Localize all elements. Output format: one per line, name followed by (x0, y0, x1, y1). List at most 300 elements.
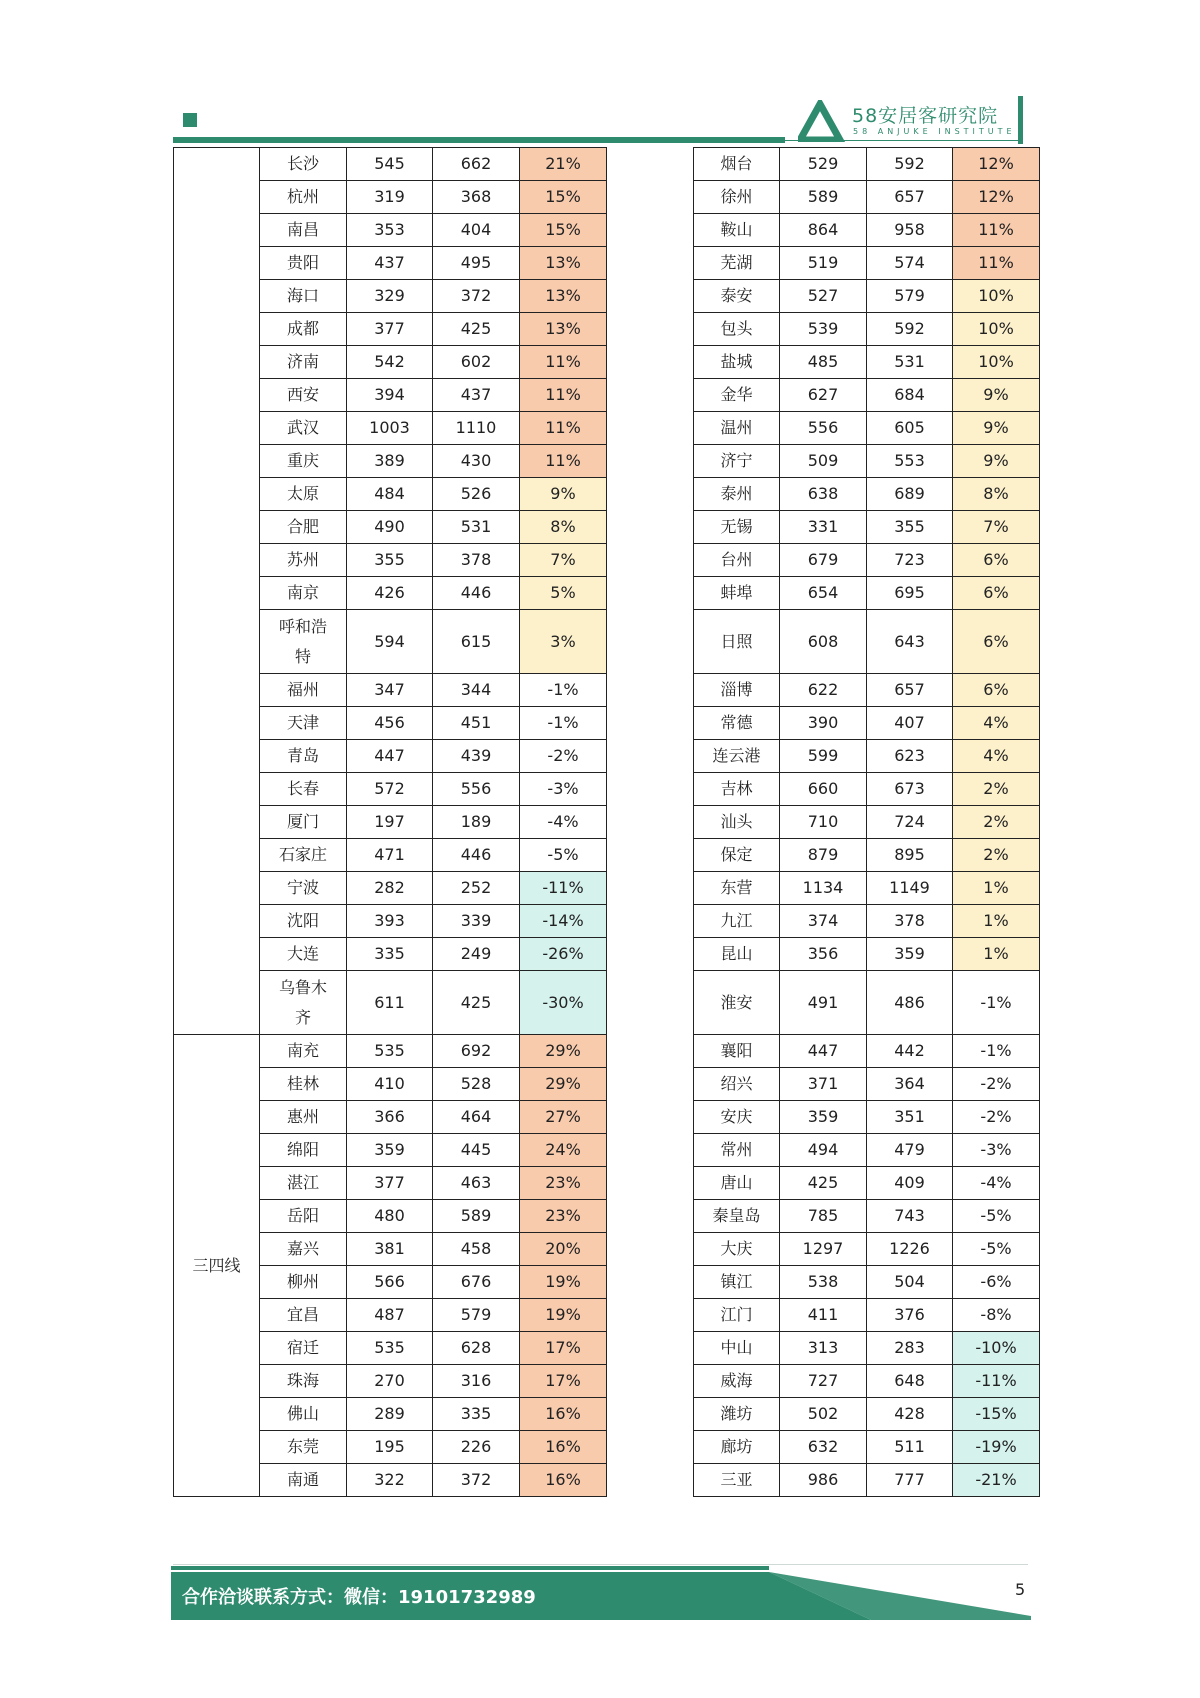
change-percent: 20% (520, 1233, 607, 1266)
value-cell: 485 (780, 346, 867, 379)
value-cell: 410 (347, 1068, 433, 1101)
value-cell: 602 (433, 346, 520, 379)
change-percent: 10% (953, 346, 1040, 379)
change-percent: 15% (520, 181, 607, 214)
city-name: 厦门 (260, 806, 347, 839)
city-name: 宜昌 (260, 1299, 347, 1332)
city-name: 贵阳 (260, 247, 347, 280)
value-cell: 364 (867, 1068, 953, 1101)
change-percent: 4% (953, 707, 1040, 740)
value-cell: 252 (433, 872, 520, 905)
city-name: 九江 (694, 905, 780, 938)
value-cell: 425 (780, 1167, 867, 1200)
change-percent: -8% (953, 1299, 1040, 1332)
value-cell: 528 (433, 1068, 520, 1101)
value-cell: 724 (867, 806, 953, 839)
value-cell: 743 (867, 1200, 953, 1233)
value-cell: 589 (780, 181, 867, 214)
city-name: 杭州 (260, 181, 347, 214)
value-cell: 339 (433, 905, 520, 938)
value-cell: 556 (433, 773, 520, 806)
city-name: 汕头 (694, 806, 780, 839)
city-name: 东营 (694, 872, 780, 905)
value-cell: 442 (867, 1035, 953, 1068)
city-name: 济宁 (694, 445, 780, 478)
value-cell: 684 (867, 379, 953, 412)
value-cell: 189 (433, 806, 520, 839)
value-cell: 592 (867, 148, 953, 181)
value-cell: 377 (347, 313, 433, 346)
city-name: 绍兴 (694, 1068, 780, 1101)
change-percent: -1% (953, 1035, 1040, 1068)
logo-title: 58安居客研究院 (852, 105, 999, 127)
value-cell: 484 (347, 478, 433, 511)
value-cell: 592 (867, 313, 953, 346)
city-name: 济南 (260, 346, 347, 379)
value-cell: 535 (347, 1332, 433, 1365)
city-name-line: 乌鲁木 (278, 977, 327, 997)
value-cell: 371 (780, 1068, 867, 1101)
city-name: 鞍山 (694, 214, 780, 247)
city-name: 烟台 (694, 148, 780, 181)
change-percent: 24% (520, 1134, 607, 1167)
city-name-line: 齐 (294, 1007, 311, 1027)
change-percent: 6% (953, 577, 1040, 610)
change-percent: 13% (520, 313, 607, 346)
change-percent: 17% (520, 1332, 607, 1365)
value-cell: 531 (867, 346, 953, 379)
change-percent: -5% (953, 1233, 1040, 1266)
city-name: 海口 (260, 280, 347, 313)
change-percent: 12% (953, 148, 1040, 181)
change-percent: 7% (953, 511, 1040, 544)
value-cell: 447 (347, 740, 433, 773)
value-cell: 351 (867, 1101, 953, 1134)
change-percent: 29% (520, 1068, 607, 1101)
city-name: 长春 (260, 773, 347, 806)
change-percent: 1% (953, 905, 1040, 938)
change-percent: -19% (953, 1431, 1040, 1464)
value-cell: 451 (433, 707, 520, 740)
city-name (260, 971, 347, 1035)
change-percent: 19% (520, 1266, 607, 1299)
value-cell: 589 (433, 1200, 520, 1233)
city-name: 唐山 (694, 1167, 780, 1200)
value-cell: 316 (433, 1365, 520, 1398)
city-name: 蚌埠 (694, 577, 780, 610)
value-cell: 864 (780, 214, 867, 247)
change-percent: 13% (520, 247, 607, 280)
city-name: 江门 (694, 1299, 780, 1332)
city-name: 嘉兴 (260, 1233, 347, 1266)
value-cell: 608 (780, 610, 867, 674)
value-cell: 579 (433, 1299, 520, 1332)
city-name: 中山 (694, 1332, 780, 1365)
change-percent: 11% (520, 445, 607, 478)
change-percent: -6% (953, 1266, 1040, 1299)
value-cell: 374 (780, 905, 867, 938)
change-percent: -11% (520, 872, 607, 905)
value-cell: 430 (433, 445, 520, 478)
value-cell: 504 (867, 1266, 953, 1299)
city-name: 柳州 (260, 1266, 347, 1299)
change-percent: 9% (953, 379, 1040, 412)
value-cell: 390 (780, 707, 867, 740)
value-cell: 632 (780, 1431, 867, 1464)
change-percent: -1% (520, 674, 607, 707)
change-percent: -2% (953, 1068, 1040, 1101)
value-cell: 622 (780, 674, 867, 707)
value-cell: 579 (867, 280, 953, 313)
change-percent: -5% (953, 1200, 1040, 1233)
change-percent: 2% (953, 773, 1040, 806)
value-cell: 463 (433, 1167, 520, 1200)
change-percent: 9% (953, 445, 1040, 478)
value-cell: 710 (780, 806, 867, 839)
value-cell: 368 (433, 181, 520, 214)
value-cell: 574 (867, 247, 953, 280)
value-cell: 654 (780, 577, 867, 610)
value-cell: 673 (867, 773, 953, 806)
value-cell: 439 (433, 740, 520, 773)
city-name: 桂林 (260, 1068, 347, 1101)
value-cell: 359 (780, 1101, 867, 1134)
value-cell: 627 (780, 379, 867, 412)
value-cell: 226 (433, 1431, 520, 1464)
change-percent: -3% (520, 773, 607, 806)
change-percent: 8% (520, 511, 607, 544)
city-name: 大庆 (694, 1233, 780, 1266)
value-cell: 270 (347, 1365, 433, 1398)
change-percent: 17% (520, 1365, 607, 1398)
value-cell: 519 (780, 247, 867, 280)
value-cell: 377 (347, 1167, 433, 1200)
value-cell: 657 (867, 181, 953, 214)
value-cell: 1297 (780, 1233, 867, 1266)
city-name: 南充 (260, 1035, 347, 1068)
value-cell: 695 (867, 577, 953, 610)
city-name: 石家庄 (260, 839, 347, 872)
change-percent: 27% (520, 1101, 607, 1134)
value-cell: 572 (347, 773, 433, 806)
value-cell: 446 (433, 577, 520, 610)
value-cell: 447 (780, 1035, 867, 1068)
value-cell: 289 (347, 1398, 433, 1431)
header-rule (173, 137, 785, 143)
change-percent: 11% (520, 412, 607, 445)
city-name: 日照 (694, 610, 780, 674)
value-cell: 347 (347, 674, 433, 707)
tier-cell (174, 148, 260, 1035)
city-name: 威海 (694, 1365, 780, 1398)
value-cell: 1149 (867, 872, 953, 905)
change-percent: -1% (520, 707, 607, 740)
value-cell: 511 (867, 1431, 953, 1464)
value-cell: 660 (780, 773, 867, 806)
change-percent: 16% (520, 1398, 607, 1431)
change-percent: -4% (520, 806, 607, 839)
value-cell: 464 (433, 1101, 520, 1134)
value-cell: 335 (347, 938, 433, 971)
value-cell: 531 (433, 511, 520, 544)
value-cell: 509 (780, 445, 867, 478)
city-name: 福州 (260, 674, 347, 707)
city-name: 合肥 (260, 511, 347, 544)
value-cell: 676 (433, 1266, 520, 1299)
value-cell: 566 (347, 1266, 433, 1299)
value-cell: 545 (347, 148, 433, 181)
value-cell: 553 (867, 445, 953, 478)
value-cell: 471 (347, 839, 433, 872)
value-cell: 529 (780, 148, 867, 181)
header-square-mark (183, 113, 197, 127)
value-cell: 495 (433, 247, 520, 280)
change-percent: -14% (520, 905, 607, 938)
value-cell: 879 (780, 839, 867, 872)
value-cell: 378 (433, 544, 520, 577)
value-cell: 689 (867, 478, 953, 511)
value-cell: 628 (433, 1332, 520, 1365)
change-percent: -11% (953, 1365, 1040, 1398)
change-percent: 16% (520, 1464, 607, 1497)
value-cell: 623 (867, 740, 953, 773)
value-cell: 381 (347, 1233, 433, 1266)
city-name-line: 特 (294, 646, 311, 666)
change-percent: 29% (520, 1035, 607, 1068)
change-percent: -21% (953, 1464, 1040, 1497)
value-cell: 491 (780, 971, 867, 1035)
value-cell: 195 (347, 1431, 433, 1464)
city-name: 芜湖 (694, 247, 780, 280)
value-cell: 359 (867, 938, 953, 971)
value-cell: 494 (780, 1134, 867, 1167)
change-percent: 1% (953, 872, 1040, 905)
value-cell: 486 (867, 971, 953, 1035)
city-name: 襄阳 (694, 1035, 780, 1068)
change-percent: 5% (520, 577, 607, 610)
city-price-table (173, 147, 1040, 1497)
city-name: 金华 (694, 379, 780, 412)
city-name: 岳阳 (260, 1200, 347, 1233)
value-cell: 445 (433, 1134, 520, 1167)
city-name: 成都 (260, 313, 347, 346)
city-name: 秦皇岛 (694, 1200, 780, 1233)
value-cell: 535 (347, 1035, 433, 1068)
value-cell: 657 (867, 674, 953, 707)
change-percent: 2% (953, 839, 1040, 872)
change-percent: 21% (520, 148, 607, 181)
city-name: 东莞 (260, 1431, 347, 1464)
city-name: 大连 (260, 938, 347, 971)
city-name: 长沙 (260, 148, 347, 181)
logo-subtitle: 58 ANJUKE INSTITUTE (853, 127, 1016, 136)
change-percent: 9% (520, 478, 607, 511)
city-name: 宿迁 (260, 1332, 347, 1365)
value-cell: 1110 (433, 412, 520, 445)
value-cell: 594 (347, 610, 433, 674)
change-percent: 23% (520, 1167, 607, 1200)
value-cell: 335 (433, 1398, 520, 1431)
page-number: 5 (1015, 1580, 1026, 1599)
value-cell: 283 (867, 1332, 953, 1365)
value-cell: 1003 (347, 412, 433, 445)
city-name: 保定 (694, 839, 780, 872)
city-name: 重庆 (260, 445, 347, 478)
change-percent: -26% (520, 938, 607, 971)
value-cell: 355 (867, 511, 953, 544)
change-percent: 12% (953, 181, 1040, 214)
change-percent: 8% (953, 478, 1040, 511)
city-name: 淄博 (694, 674, 780, 707)
change-percent: 13% (520, 280, 607, 313)
change-percent: 7% (520, 544, 607, 577)
value-cell: 480 (347, 1200, 433, 1233)
value-cell: 319 (347, 181, 433, 214)
city-name (260, 610, 347, 674)
city-name-line: 呼和浩 (278, 616, 327, 636)
value-cell: 479 (867, 1134, 953, 1167)
change-percent: 4% (953, 740, 1040, 773)
value-cell: 344 (433, 674, 520, 707)
change-percent: -3% (953, 1134, 1040, 1167)
city-name: 泰安 (694, 280, 780, 313)
value-cell: 958 (867, 214, 953, 247)
value-cell: 425 (433, 313, 520, 346)
value-cell: 539 (780, 313, 867, 346)
value-cell: 407 (867, 707, 953, 740)
city-name: 安庆 (694, 1101, 780, 1134)
change-percent: -5% (520, 839, 607, 872)
city-name: 南京 (260, 577, 347, 610)
value-cell: 393 (347, 905, 433, 938)
value-cell: 490 (347, 511, 433, 544)
value-cell: 599 (780, 740, 867, 773)
change-percent: 3% (520, 610, 607, 674)
table-row (174, 148, 1040, 181)
city-name: 常州 (694, 1134, 780, 1167)
value-cell: 895 (867, 839, 953, 872)
change-percent: -1% (953, 971, 1040, 1035)
footer-contact: 合作洽谈联系方式：微信：19101732989 (182, 1587, 536, 1608)
value-cell: 329 (347, 280, 433, 313)
value-cell: 366 (347, 1101, 433, 1134)
value-cell: 425 (433, 971, 520, 1035)
change-percent: -10% (953, 1332, 1040, 1365)
city-name: 南昌 (260, 214, 347, 247)
value-cell: 404 (433, 214, 520, 247)
city-name: 吉林 (694, 773, 780, 806)
value-cell: 331 (780, 511, 867, 544)
city-name: 三亚 (694, 1464, 780, 1497)
change-percent: 2% (953, 806, 1040, 839)
city-name: 昆山 (694, 938, 780, 971)
value-cell: 556 (780, 412, 867, 445)
change-percent: -2% (520, 740, 607, 773)
city-name: 武汉 (260, 412, 347, 445)
change-percent: -15% (953, 1398, 1040, 1431)
change-percent: 11% (520, 346, 607, 379)
value-cell: 615 (433, 610, 520, 674)
value-cell: 437 (433, 379, 520, 412)
value-cell: 605 (867, 412, 953, 445)
value-cell: 502 (780, 1398, 867, 1431)
value-cell: 437 (347, 247, 433, 280)
change-percent: 10% (953, 280, 1040, 313)
city-name: 南通 (260, 1464, 347, 1497)
value-cell: 456 (347, 707, 433, 740)
city-name: 连云港 (694, 740, 780, 773)
value-cell: 487 (347, 1299, 433, 1332)
value-cell: 359 (347, 1134, 433, 1167)
value-cell: 538 (780, 1266, 867, 1299)
value-cell: 372 (433, 280, 520, 313)
value-cell: 648 (867, 1365, 953, 1398)
city-name: 包头 (694, 313, 780, 346)
value-cell: 376 (867, 1299, 953, 1332)
city-name: 泰州 (694, 478, 780, 511)
change-percent: -4% (953, 1167, 1040, 1200)
city-name: 绵阳 (260, 1134, 347, 1167)
city-name: 台州 (694, 544, 780, 577)
value-cell: 662 (433, 148, 520, 181)
change-percent: -2% (953, 1101, 1040, 1134)
city-name: 珠海 (260, 1365, 347, 1398)
city-name: 温州 (694, 412, 780, 445)
city-name: 天津 (260, 707, 347, 740)
value-cell: 426 (347, 577, 433, 610)
city-name: 太原 (260, 478, 347, 511)
city-name: 镇江 (694, 1266, 780, 1299)
value-cell: 428 (867, 1398, 953, 1431)
value-cell: 282 (347, 872, 433, 905)
change-percent: 15% (520, 214, 607, 247)
value-cell: 411 (780, 1299, 867, 1332)
change-percent: 1% (953, 938, 1040, 971)
change-percent: -30% (520, 971, 607, 1035)
value-cell: 526 (433, 478, 520, 511)
city-name: 宁波 (260, 872, 347, 905)
change-percent: 6% (953, 674, 1040, 707)
value-cell: 727 (780, 1365, 867, 1398)
value-cell: 723 (867, 544, 953, 577)
value-cell: 1226 (867, 1233, 953, 1266)
city-name: 廊坊 (694, 1431, 780, 1464)
city-name: 苏州 (260, 544, 347, 577)
value-cell: 611 (347, 971, 433, 1035)
city-name: 无锡 (694, 511, 780, 544)
change-percent: 19% (520, 1299, 607, 1332)
header-vertical-bar (1018, 96, 1023, 144)
change-percent: 10% (953, 313, 1040, 346)
city-name: 潍坊 (694, 1398, 780, 1431)
value-cell: 679 (780, 544, 867, 577)
value-cell: 785 (780, 1200, 867, 1233)
value-cell: 389 (347, 445, 433, 478)
city-name: 淮安 (694, 971, 780, 1035)
city-name: 盐城 (694, 346, 780, 379)
city-name: 惠州 (260, 1101, 347, 1134)
value-cell: 643 (867, 610, 953, 674)
value-cell: 249 (433, 938, 520, 971)
change-percent: 23% (520, 1200, 607, 1233)
column-gap (607, 148, 694, 1497)
value-cell: 527 (780, 280, 867, 313)
city-name: 湛江 (260, 1167, 347, 1200)
value-cell: 1134 (780, 872, 867, 905)
city-name: 青岛 (260, 740, 347, 773)
change-percent: 16% (520, 1431, 607, 1464)
value-cell: 409 (867, 1167, 953, 1200)
